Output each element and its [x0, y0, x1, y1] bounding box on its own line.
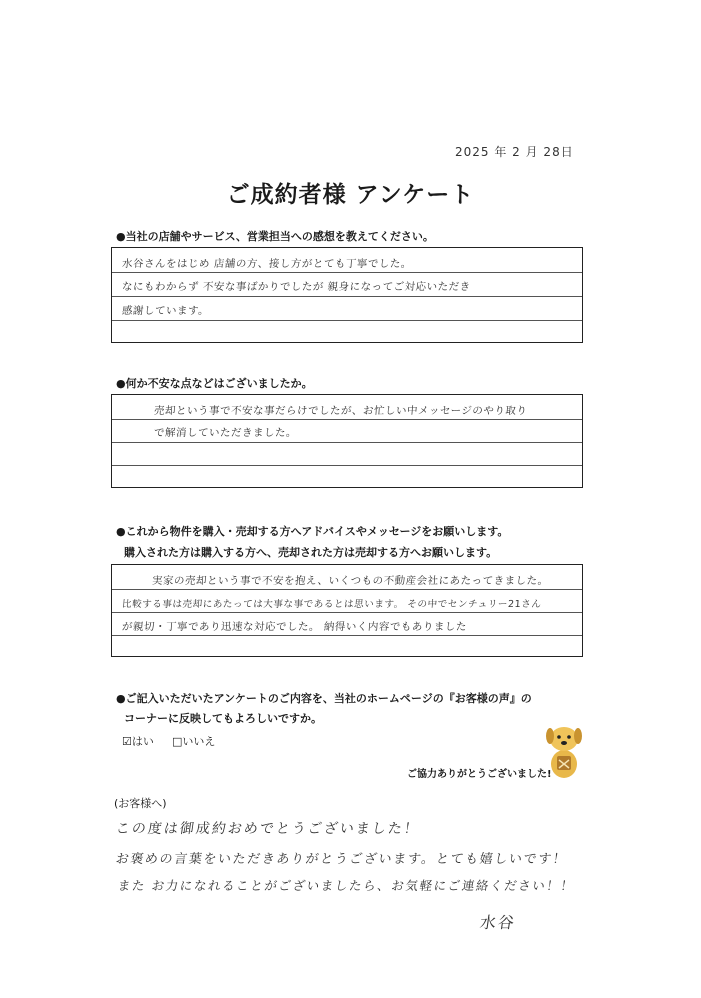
answer-1-line-1: 水谷さんをはじめ 店舗の方、接し方がとても丁寧でした。 — [121, 258, 413, 270]
staff-signature: 水谷 — [478, 913, 518, 932]
thanks-message: ご協力ありがとうございました! — [407, 769, 552, 780]
staff-message-line-3: また お力になれることがございましたら、お気軽にご連絡ください！！ — [116, 878, 576, 893]
answer-3-line-1: 実家の売却という事で不安を抱え、いくつもの不動産会社にあたってきました。 — [151, 575, 550, 587]
question-3-label: ●これから物件を購入・売却する方へアドバイスやメッセージをお願いします。 — [116, 525, 509, 538]
staff-message-line-1: この度は御成約おめでとうございました！ — [114, 821, 421, 837]
question-3-sublabel: 購入された方は購入する方へ、売却された方は売却する方へお願いします。 — [124, 546, 498, 559]
answer-1-line-2: なにもわからず 不安な事ばかりでしたが 親身になってご対応いただき — [121, 281, 472, 293]
answer-box-2 — [111, 394, 583, 488]
consent-no-checkbox[interactable]: □いいえ — [172, 735, 216, 748]
ruled-line — [112, 442, 582, 443]
answer-box-3 — [111, 564, 583, 657]
staff-message-line-2: お褒めの言葉をいただきありがとうございます。とても嬉しいです！ — [114, 852, 569, 867]
page-title: ご成約者様 アンケート — [226, 182, 475, 208]
answer-2-line-1: 売却という事で不安な事だらけでしたが、お忙しい中メッセージのやり取り — [153, 405, 528, 417]
answer-1-line-3: 感謝しています。 — [121, 305, 210, 317]
answer-3-line-3: が親切・丁寧であり迅速な対応でした。 納得いく内容でもありました — [121, 621, 468, 633]
ruled-line — [112, 272, 582, 273]
ruled-line — [112, 465, 582, 466]
answer-2-line-2: で解消していただきました。 — [153, 427, 298, 439]
answer-3-line-2: 比較する事は売却にあたっては大事な事であるとは思います。 その中でセンチュリー21さん — [121, 599, 542, 610]
question-1-label: ●当社の店舗やサービス、営業担当への感想を教えてください。 — [116, 230, 434, 243]
ruled-line — [112, 635, 582, 636]
ruled-line — [112, 320, 582, 321]
consent-yes-checkbox[interactable]: ☑はい — [122, 735, 154, 748]
answer-box-1 — [111, 247, 583, 343]
ruled-line — [112, 419, 582, 420]
question-4-label: ●ご記入いただいたアンケートのご内容を、当社のホームページの『お客様の声』の — [116, 692, 532, 705]
question-4-label-2: コーナーに反映してもよろしいですか。 — [124, 712, 322, 725]
to-customer-label: (お客様へ) — [114, 797, 167, 810]
ruled-line — [112, 612, 582, 613]
ruled-line — [112, 589, 582, 590]
survey-date: 2025 年 2 月 28日 — [455, 145, 574, 159]
ruled-line — [112, 296, 582, 297]
question-2-label: ●何か不安な点などはございましたか。 — [116, 377, 313, 390]
